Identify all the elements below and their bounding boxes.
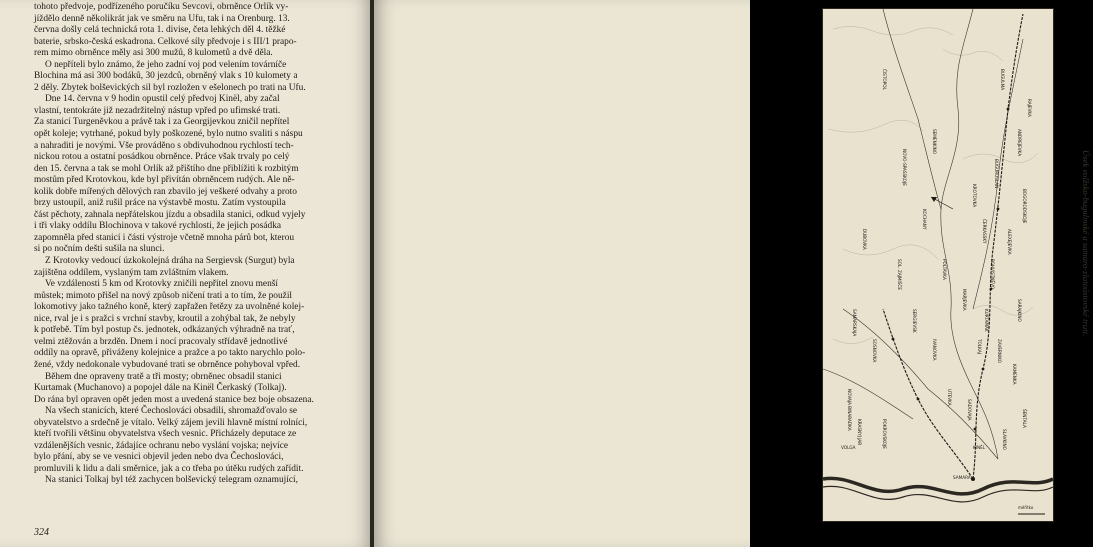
text-line: kolik dobře mířených dělových ran zbavilo jej veškeré odvahy a proto xyxy=(34,186,297,197)
map-place-label: ZAVERNIKO xyxy=(997,339,1002,364)
map-place-label: ČISTOPOL xyxy=(882,69,887,90)
text-line: rem mimo obrněnce měly asi 300 mužů, 8 kulometů a dvě děla. xyxy=(34,48,273,59)
map-drawing xyxy=(823,9,1053,521)
scale-label: měřítko xyxy=(1018,505,1034,510)
text-line: vzdálenějších vesnic, žádajíce ochranu nebo vyslání vojska; nejvíce xyxy=(34,440,289,451)
text-line: Za stanicí Turgeněvkou a právě tak i za Georgijevkou zničil nepřítel xyxy=(34,117,290,128)
map-arrow xyxy=(931,197,953,209)
map-place-label: SLAVKINO xyxy=(1002,429,1007,450)
map-place-label: SERGIEVSK xyxy=(912,309,917,333)
text-line: bylo přání, aby se ve vesnici objevil jeden nebo dva Čechoslováci, xyxy=(34,452,284,463)
map-place-label: NOVAJA BINARADKA xyxy=(847,389,852,431)
text-line: Blochina má asi 300 bodáků, 30 jezdců, obrněný vlak s 10 kulomety a xyxy=(34,71,298,82)
text-line: můstek; mimoto přišel na nový způsob ničení trati a to tím, že použil xyxy=(34,290,293,301)
text-line: tohoto předvoje, podřízeného poručíku Sevcovi, obrněnce Orlík vy- xyxy=(34,2,289,12)
text-line: Na stanici Tolkaj byl též zachycen bolševický telegram oznamující, xyxy=(45,475,298,486)
map-place-label: ALEXEJEVKA xyxy=(1007,229,1012,255)
text-line: kteří tvořili většinu obyvatelstva všech vesnic. Přicházely deputace ze xyxy=(34,429,297,440)
map-caption-text: Úsek volžsko-bugulmské a samaro-zlatoústovské trati. xyxy=(1081,150,1091,337)
text-line: promluvili k lidu a dali směrnice, jak a co třeba po útěku rudých zařídit. xyxy=(34,463,304,474)
text-line: Kurtamak (Muchanovo) a popojel dále na Kinël Čerkaský (Tolkaj). xyxy=(34,383,287,394)
text-line: 2 děly. Zbytek bolševických sil byl rozložen v ešelonech po trati na Ufu. xyxy=(34,82,306,93)
map-place-label: BOGORODSKOJE xyxy=(1022,189,1027,224)
map-place-label: SARAJKINO xyxy=(1017,299,1022,322)
text-line: jíždělo denně několikrát jak ve směru na Ufu, tak i na Orenburg. 13. xyxy=(34,13,290,24)
text-line: mostům před Krotovkou, kde byl přivítán obrněncem rudých. Ale ně- xyxy=(34,175,295,186)
text-line: Na všech stanicích, které Čechoslováci obsadili, shromažďovalo se xyxy=(45,406,298,417)
map-place-label: TOLKAJ xyxy=(977,339,982,354)
map-place-label: KAMENKA xyxy=(1012,364,1017,385)
map-place-label: ANDREJEVKA xyxy=(1017,129,1022,157)
map-place-label: UTEVKA xyxy=(947,389,952,406)
map-place-label: POHVISTNĚVO xyxy=(990,259,995,290)
text-line: opět koleje; vytrhané, pokud byly poškozené, bylo nutno svaliti s náspu xyxy=(34,129,303,140)
map-place-label: BUGURUSLAN xyxy=(994,159,999,189)
map-place-label: KRASNYJ JAR xyxy=(857,419,862,446)
map-place-label: SEMENKINO xyxy=(932,129,937,155)
text-line: si po nočním dešti sušila na slunci. xyxy=(34,244,165,255)
map-place-label: BUGULMA xyxy=(1000,69,1005,91)
map-caption xyxy=(1079,150,1093,400)
text-line: Dne 14. června v 9 hodin opustil celý předvoj Kinël, aby začal xyxy=(45,94,280,105)
map-place-label: DUBOVKA xyxy=(862,229,867,250)
text-line: O nepříteli bylo známo, že jeho zadní voj pod velením továrníče xyxy=(45,59,287,70)
map-place-label: KOCHANY xyxy=(922,209,927,230)
left-book-page xyxy=(0,0,372,547)
text-line: brzy ustoupil, aniž rušil práce na výstavbě mostu. Zatím vystoupila xyxy=(34,198,286,209)
text-line: baterie, srbsko-česká eskadrona. Celkové síly předvoje i s III/1 prapo- xyxy=(34,36,297,47)
map-place-label: ČERKASSKY xyxy=(982,219,987,244)
text-line: část pěchoty, zahnala nepřátelskou jízdu a obsadila stanici, odkud vyjely xyxy=(34,209,306,220)
text-line: zapomněla před stanicí i části výstroje včetně mnoha párů bot, kterou xyxy=(34,232,295,243)
text-line: i tři vlaky oddílu Blochinova v takové rychlosti, že jejich posádka xyxy=(34,221,282,232)
text-line: velmi ztěžován a brzděn. Dnem i nocí pracovaly střídavě jednotlivé xyxy=(34,336,288,347)
railway-map xyxy=(822,8,1054,522)
text-line: žené, vždy nedokonale vybudované trati se obrněnce pohyboval vpřed. xyxy=(34,359,301,370)
map-place-label: RAJEVKA xyxy=(1027,99,1032,117)
map-place-label: SADOVAJA xyxy=(967,399,972,421)
map-place-label: KINĚL xyxy=(973,445,986,450)
map-place-label: KURTAMAK xyxy=(984,309,989,332)
text-line: oddíly na opravě, přiváženy kolejnice a pražce a po takto narychlo polo- xyxy=(34,348,306,359)
map-place-label: NOVO-SPASSKOJE xyxy=(902,149,907,186)
text-line: a nahraditi je novými. Vše prováděno s obdivuhodnou rychlostí tech- xyxy=(34,140,294,151)
right-book-page xyxy=(374,0,1091,547)
text-line: k potřebě. Tím byl postup čs. jednotek, odkázaných výhradně na trať, xyxy=(34,325,295,336)
map-place-label: SOSNOVKA xyxy=(872,339,877,363)
text-line: června došly celá technická rota 1. divise, četa lehkých děl 4. těžké xyxy=(34,25,286,36)
terrain-hatching xyxy=(828,26,1038,343)
text-line: Ve vzdálenosti 5 km od Krotovky zničili nepřítel znovu menší xyxy=(45,279,279,290)
text-line: den 15. června a tak se mohl Orlík až přištího dne přiblížiti k rozbitým xyxy=(34,163,299,174)
page-number: 324 xyxy=(34,527,49,538)
rivers xyxy=(823,9,1023,459)
map-place-label: IVANOVKA xyxy=(932,339,937,361)
map-place-label: SAMARSKAJA xyxy=(852,309,857,337)
text-line: Do rána byl opraven opět jeden most a uvedená stanice bez boje obsazena. xyxy=(34,394,314,405)
text-line: nickou rotou a ostatní posádkou obrněnce. Práce však trvaly po celý xyxy=(34,152,290,163)
map-place-label: KROTOVKA xyxy=(972,184,977,208)
map-scale xyxy=(1018,505,1045,514)
text-line: vlastní, tentokráte již nezadržitelný nástup vpřed po ufimské trati. xyxy=(34,105,281,116)
map-place-label: POLTAVKA xyxy=(942,259,947,280)
map-place-label: VOLGA xyxy=(841,445,856,450)
text-line: nice, rval je i s pražci s vrchní stavby, kroutil a zohýbal tak, že nebyly xyxy=(34,313,296,324)
text-line: zajištěna oddílem, vyslaným tam zvláštním vlakem. xyxy=(34,267,229,278)
map-place-label: SAMARA xyxy=(953,475,971,480)
text-line: obyvatelstvo a srdečně je vítalo. Velký zájem jevili hlavně místní rolníci, xyxy=(34,417,308,428)
text-line: Z Krotovky vedoucí úzkokolejná dráha na Sergievsk (Surgut) byla xyxy=(45,256,295,267)
map-place-label: SOL. ZAJMIŠČE xyxy=(897,259,902,290)
map-place-label: MARJEVKA xyxy=(962,289,967,311)
text-line: Během dne opraveny tratě a tři mosty; obrněnec obsadil stanici xyxy=(45,371,282,382)
settlement-dots xyxy=(892,108,1010,481)
map-place-label: POKROVSKOJE xyxy=(882,419,887,449)
map-labels xyxy=(841,69,1032,480)
map-place-label: ŠENTALA xyxy=(1022,409,1027,428)
text-line: lokomotivy jako tažného koně, který zapřažen řetězy za uvolněné kolej- xyxy=(34,302,305,313)
body-text-column xyxy=(34,2,336,487)
